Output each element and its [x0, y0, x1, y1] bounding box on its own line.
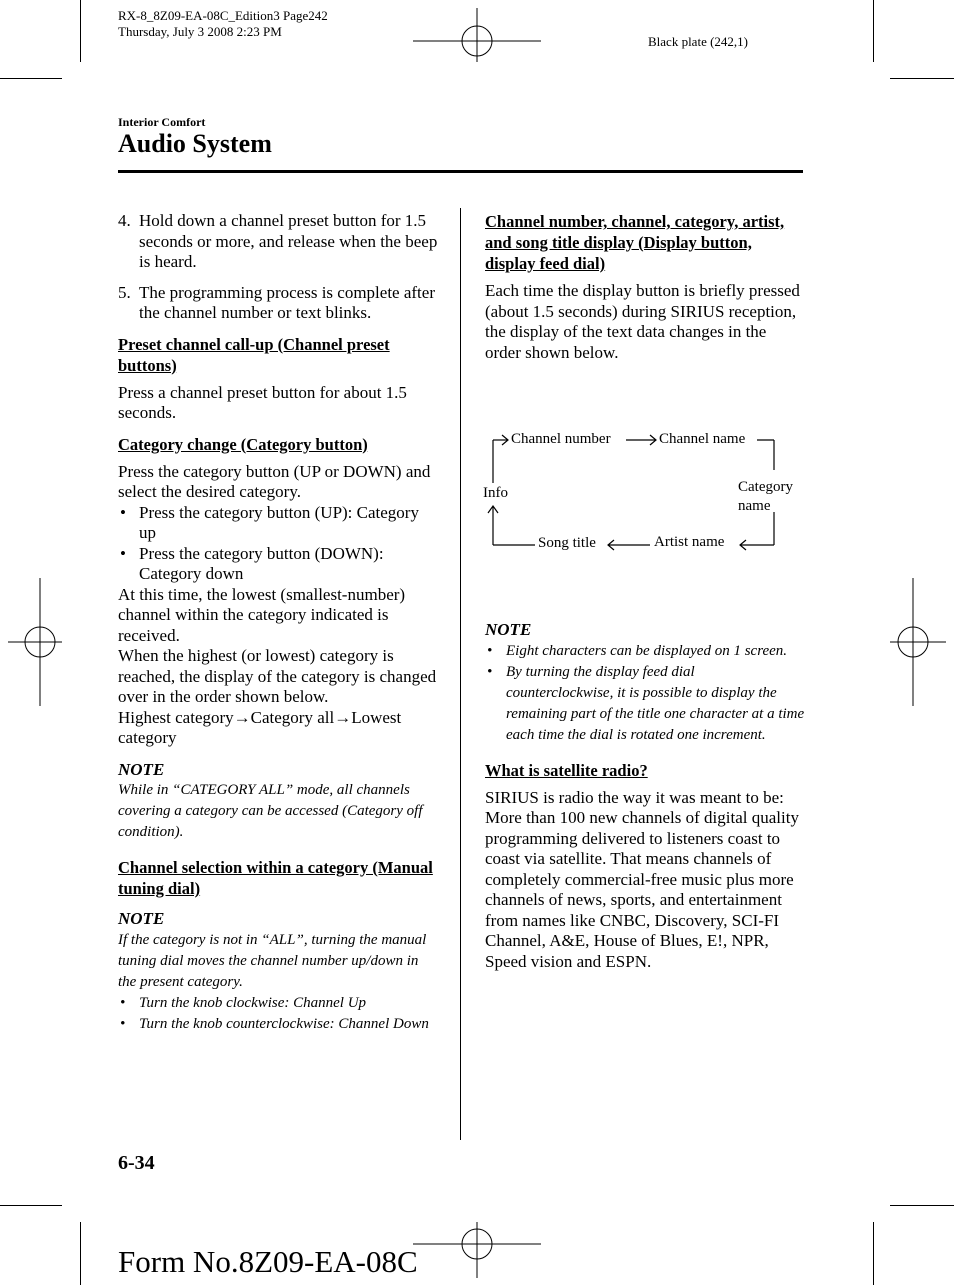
diagram-category-name-2: name	[738, 498, 771, 514]
step-5	[118, 283, 438, 324]
page-title: Audio System	[118, 129, 272, 158]
category-bullet: • Press the category button (UP): Category up	[118, 503, 438, 544]
form-number: Form No.8Z09-EA-08C	[118, 1244, 418, 1279]
diagram-info: Info	[483, 485, 508, 501]
satellite-heading: What is satellite radio?	[485, 760, 648, 780]
note-3-heading: NOTE	[485, 620, 532, 639]
note-2-bullet: • Turn the knob counterclockwise: Channel Down	[118, 1014, 438, 1035]
note-3-bullet: • By turning the display feed dial counterclockwise, it is possible to display the remaining part of the title one character at a time each time the dial is rotated one increment.	[485, 662, 805, 746]
diagram-category-name-1: Category	[738, 479, 793, 495]
file-info	[118, 8, 328, 40]
display-cycle-diagram	[480, 425, 810, 560]
step-number: 4.	[118, 211, 131, 230]
note-3-bullet: • Eight characters can be displayed on 1 screen.	[485, 641, 805, 662]
display-text: Each time the display button is briefly pressed (about 1.5 seconds) during SIRIUS reception, the display of the text data changes in the order shown below.	[485, 281, 800, 362]
column-divider	[460, 208, 461, 1140]
step-4	[118, 211, 438, 273]
note-1-heading: NOTE	[118, 759, 165, 779]
plate-label: Black plate (242,1)	[648, 34, 748, 49]
diagram-channel-name: Channel name	[659, 431, 746, 447]
satellite-text: SIRIUS is radio the way it was meant to be: More than 100 new channels of digital quality programming delivered to listeners coast to coast via satellite. That means channels of completely commercial-free music plus more channels of news, sports, and entertainment from names like CNBC, Discovery, SCI-FI Channel, A&E, House of Blues, E!, NPR, Speed vision and ESPN.	[485, 787, 799, 971]
page-number: 6-34	[118, 1152, 155, 1174]
left-column	[118, 211, 438, 1035]
category-after-3: Highest category→Category all→Lowest category	[118, 707, 402, 747]
diagram-song-title: Song title	[538, 535, 596, 551]
right-column-lower	[485, 620, 805, 972]
right-column	[485, 211, 805, 363]
file-line-2: Thursday, July 3 2008 2:23 PM	[118, 24, 282, 39]
note-2-heading: NOTE	[118, 909, 165, 928]
manual-heading: Channel selection within a category (Manual tuning dial)	[118, 858, 433, 898]
category-bullet: • Press the category button (DOWN): Category down	[118, 544, 438, 585]
category-after-1: At this time, the lowest (smallest-number) channel within the category indicated is received.	[118, 584, 406, 645]
preset-text: Press a channel preset button for about 1.5 seconds.	[118, 382, 407, 422]
display-heading: Channel number, channel, category, artist, and song title display (Display button, display feed dial)	[485, 212, 785, 273]
step-number: 5.	[118, 282, 131, 302]
category-heading: Category change (Category button)	[118, 434, 368, 454]
diagram-artist-name: Artist name	[654, 534, 725, 550]
diagram-channel-number: Channel number	[511, 431, 611, 447]
section-label: Interior Comfort	[118, 115, 206, 129]
preset-heading: Preset channel call-up (Channel preset buttons)	[118, 334, 390, 375]
note-2-text: If the category is not in “ALL”, turning the manual tuning dial moves the channel number up/down in the present category.	[118, 931, 427, 990]
category-text: Press the category button (UP or DOWN) and select the desired category.	[118, 461, 431, 501]
step-text: Hold down a channel preset button for 1.5 seconds or more, and release when the beep is heard.	[139, 211, 438, 271]
title-rule	[118, 170, 803, 173]
note-1-text: While in “CATEGORY ALL” mode, all channels covering a category can be accessed (Category off condition).	[118, 782, 423, 840]
step-text: The programming process is complete after the channel number or text blinks.	[139, 282, 435, 322]
note-2-bullet: • Turn the knob clockwise: Channel Up	[118, 993, 438, 1014]
file-line-1: RX-8_8Z09-EA-08C_Edition3 Page242	[118, 8, 328, 23]
category-after-2: When the highest (or lowest) category is reached, the display of the category is changed over in the order shown below.	[118, 646, 437, 706]
